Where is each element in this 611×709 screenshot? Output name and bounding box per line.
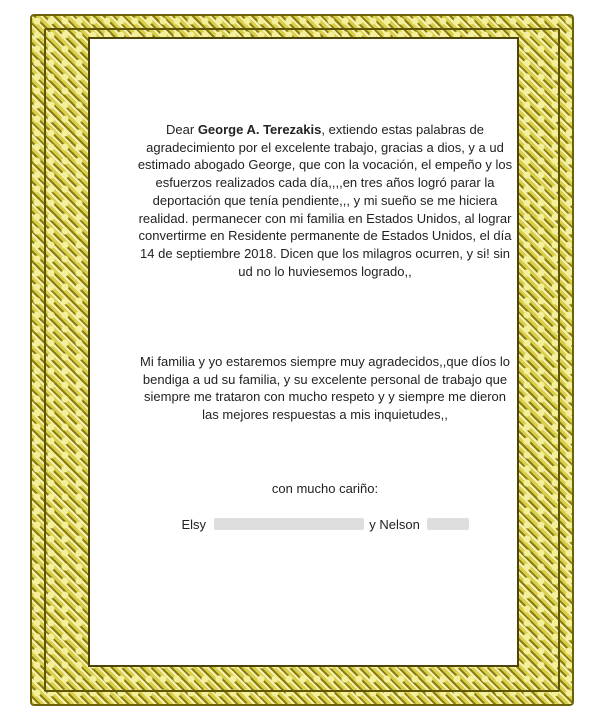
recipient-name: George A. Terezakis bbox=[197, 122, 322, 137]
redacted-surname-2 bbox=[427, 518, 469, 530]
letter-paragraph-2: Mi familia y yo estaremos siempre muy agradecidos,,que díos lo bendiga a ud su familia, y su excelente personal de trabajo que siempre me trataron con mucho respeto y y siempre me dieron las mejores respuestas a mis inquietudes,, bbox=[140, 354, 510, 423]
signature-line bbox=[135, 516, 515, 534]
letter-paragraph-1 bbox=[135, 121, 515, 280]
paragraph-1-body: , extiendo estas palabras de agradecimiento por el excelente trabajo, gracias a dios, y a ud estimado abogado George, que con la vocación, el empeño y los esfuerzos realizados cada día,,,,en tres años logró parar la deportación que tenía pendiente,,, y mi sueño se me hiciera realidad. permanecer con mi familia en Estados Unidos, al lograr convertirme en Residente permanente de Estados Unidos, el día 14 de septiembre 2018. Dicen que los milagros ocurren, y si! sin ud no lo huviesemos logrado,, bbox=[137, 122, 513, 279]
signer-1-name: Elsy bbox=[181, 517, 207, 532]
signature-joiner: y bbox=[369, 517, 376, 532]
redacted-surname-1 bbox=[214, 518, 364, 530]
greeting: Dear bbox=[166, 122, 195, 137]
signoff: con mucho cariño: bbox=[271, 481, 379, 496]
signer-2-name: Nelson bbox=[379, 517, 420, 532]
